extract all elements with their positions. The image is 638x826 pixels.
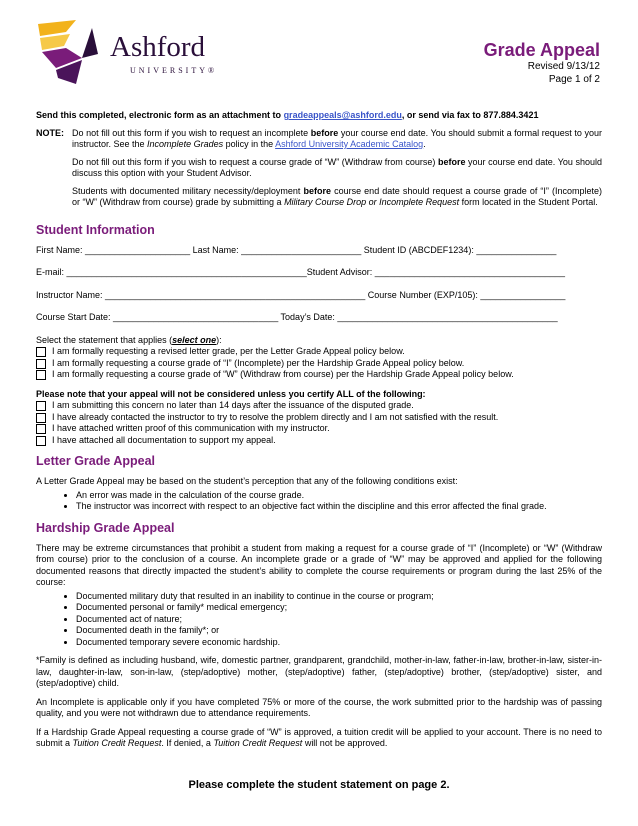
checkbox[interactable] bbox=[36, 436, 46, 446]
letter-grade-heading: Letter Grade Appeal bbox=[36, 454, 156, 468]
list-item: • The instructor was incorrect with respect to an objective fact within the discipline and this error affected the final grade. bbox=[76, 501, 602, 513]
email-advisor-field-line[interactable]: E-mail: ________________________________________________Student Advisor: ______________________________________ bbox=[36, 267, 566, 277]
text: before bbox=[303, 185, 332, 196]
option-label: I am formally requesting a course grade of “W” (Withdraw from course) per the Hardship Grade Appeal policy below. bbox=[52, 369, 514, 379]
text: your course end date. You should submit a formal request to your instructor. See the bbox=[72, 127, 602, 149]
send-instructions bbox=[36, 110, 602, 122]
send-suffix: , or send via fax to 877.884.3421 bbox=[401, 110, 539, 120]
hardship-reasons-list bbox=[36, 591, 602, 649]
text: Select the statement that applies ( bbox=[36, 334, 173, 345]
letter-intro: A Letter Grade Appeal may be based on the student’s perception that any of the following conditions exist: bbox=[36, 476, 458, 486]
text: your course end date. You should discuss this option with your Student Advisor. bbox=[72, 156, 602, 178]
text: course end date should request a course grade of “I” (Incomplete) or “W” (Withdraw from course) grade by submitting a bbox=[72, 185, 602, 207]
letter-conditions-list bbox=[36, 490, 602, 513]
text: Tuition Credit Request bbox=[72, 738, 162, 748]
header-info bbox=[484, 40, 600, 86]
select-instruction bbox=[36, 335, 602, 347]
logo-wordmark: Ashford bbox=[110, 31, 206, 63]
ashford-shield-icon bbox=[36, 18, 106, 88]
text: will not be approved. bbox=[302, 738, 388, 748]
hardship-intro: There may be extreme circumstances that prohibit a student from making a request for a course grade of “I” (Incomplete) or “W” (Withdraw from course) prior to the conclusion of a course. An incomplete grade or a grade of “W” may be approved and applied for the following documented reasons that directly impacted the student’s ability to complete the course requirements or program during the last 25% of the course: bbox=[36, 542, 602, 587]
note-paragraph-2 bbox=[72, 157, 602, 180]
cert-label: I am submitting this concern no later than 14 days after the issuance of the disputed grade. bbox=[52, 400, 414, 410]
list-item: • Documented personal or family* medical emergency; bbox=[76, 602, 602, 614]
text: . If denied, a bbox=[161, 738, 214, 748]
name-id-field-line[interactable]: First Name: _____________________ Last Name: ________________________ Student ID (ABCDEF1234): ________________ bbox=[36, 244, 557, 255]
form-content bbox=[36, 110, 602, 750]
checkbox[interactable] bbox=[36, 370, 46, 380]
note-paragraph-1 bbox=[72, 128, 602, 151]
list-item: • Documented temporary severe economic hardship. bbox=[76, 637, 602, 649]
student-info-heading: Student Information bbox=[36, 222, 155, 237]
note-paragraph-3 bbox=[72, 186, 602, 209]
cert-label: I have attached written proof of this communication with my instructor. bbox=[52, 423, 330, 433]
catalog-link[interactable]: Ashford University Academic Catalog bbox=[275, 139, 424, 149]
page-title: Grade Appeal bbox=[483, 40, 600, 60]
text: Military Course Drop or Incomplete Request bbox=[284, 197, 460, 207]
cert-contacted-instructor[interactable] bbox=[36, 412, 602, 424]
certify-heading: Please note that your appeal will not be considered unless you certify ALL of the following: bbox=[36, 388, 426, 399]
text: Tuition Credit Request bbox=[213, 738, 303, 748]
dates-field-line[interactable]: Course Start Date: _________________________________ Today’s Date: ____________________________________________ bbox=[36, 312, 558, 322]
text: If a Hardship Grade Appeal requesting a course grade of “W” is approved, a tuition credit will be applied to your account. There is no need to submit a bbox=[36, 726, 602, 748]
text: . bbox=[423, 139, 426, 149]
logo-subtitle: UNIVERSITY® bbox=[130, 66, 218, 75]
text: Do not fill out this form if you wish to request a course grade of “W” (Withdraw from course) bbox=[72, 156, 438, 167]
cert-14-days[interactable] bbox=[36, 400, 602, 412]
cert-label: I have already contacted the instructor to try to resolve the problem directly and I am not satisfied with the result. bbox=[52, 411, 499, 422]
checkbox[interactable] bbox=[36, 401, 46, 411]
text: ): bbox=[216, 334, 222, 345]
revised-date: Revised 9/13/12 bbox=[527, 61, 600, 72]
ashford-logo bbox=[36, 18, 256, 88]
option-label: I am formally requesting a course grade of “I” (Incomplete) per the Hardship Grade Appeal policy below. bbox=[52, 357, 465, 368]
cert-written-proof[interactable] bbox=[36, 423, 602, 435]
note-block bbox=[36, 128, 602, 215]
text: Students with documented military necessity/deployment bbox=[72, 185, 304, 196]
list-item: • Documented act of nature; bbox=[76, 614, 602, 626]
checkbox[interactable] bbox=[36, 413, 46, 423]
cert-documentation[interactable] bbox=[36, 435, 602, 447]
instructor-course-field-line[interactable]: Instructor Name: ____________________________________________________ Course Number (EXP/105): _________________ bbox=[36, 289, 566, 300]
note-label: NOTE: bbox=[36, 127, 64, 138]
checkbox[interactable] bbox=[36, 424, 46, 434]
tuition-credit-rule bbox=[36, 727, 602, 750]
cert-label: I have attached all documentation to support my appeal. bbox=[52, 434, 276, 445]
list-item: • Documented death in the family*; or bbox=[76, 625, 602, 637]
text: select one bbox=[172, 334, 217, 345]
text: Do not fill out this form if you wish to request an incomplete bbox=[72, 127, 311, 138]
text: policy in the bbox=[223, 139, 276, 149]
page-number: Page 1 of 2 bbox=[548, 74, 600, 85]
send-prefix: Send this completed, electronic form as an attachment to bbox=[36, 110, 284, 120]
text: form located in the Student Portal. bbox=[459, 197, 598, 207]
list-item: • Documented military duty that resulted in an inability to continue in the course or program; bbox=[76, 591, 602, 603]
hardship-heading: Hardship Grade Appeal bbox=[36, 520, 175, 535]
checkbox[interactable] bbox=[36, 347, 46, 357]
text: before bbox=[310, 127, 339, 138]
incomplete-rule: An Incomplete is applicable only if you have completed 75% or more of the course, the work submitted prior to the hardship was of passing quality, and you were not withdrawn due to attendance requirements. bbox=[36, 696, 602, 718]
checkbox[interactable] bbox=[36, 359, 46, 369]
email-link[interactable]: gradeappeals@ashford.edu bbox=[283, 110, 402, 120]
option-label: I am formally requesting a revised letter grade, per the Letter Grade Appeal policy below. bbox=[52, 346, 405, 356]
list-item: • An error was made in the calculation of the course grade. bbox=[76, 490, 602, 502]
option-withdraw[interactable] bbox=[36, 369, 602, 381]
option-incomplete[interactable] bbox=[36, 358, 602, 370]
text: before bbox=[437, 156, 466, 167]
footer-instruction: Please complete the student statement on page 2. bbox=[188, 779, 450, 791]
option-revised-letter[interactable] bbox=[36, 346, 602, 358]
note-body bbox=[72, 128, 602, 215]
text: Incomplete Grades bbox=[147, 139, 224, 149]
family-definition: *Family is defined as including husband, wife, domestic partner, grandparent, grandchild, mother-in-law, father-in-law, brother-in-law, sister-in-law, daughter-in-law, son-in-law, (step/adoptive) mother, (step/adoptive) father, (step/adoptive) brother, (step/adoptive) sister, and (step/adoptive) child. bbox=[36, 655, 602, 688]
